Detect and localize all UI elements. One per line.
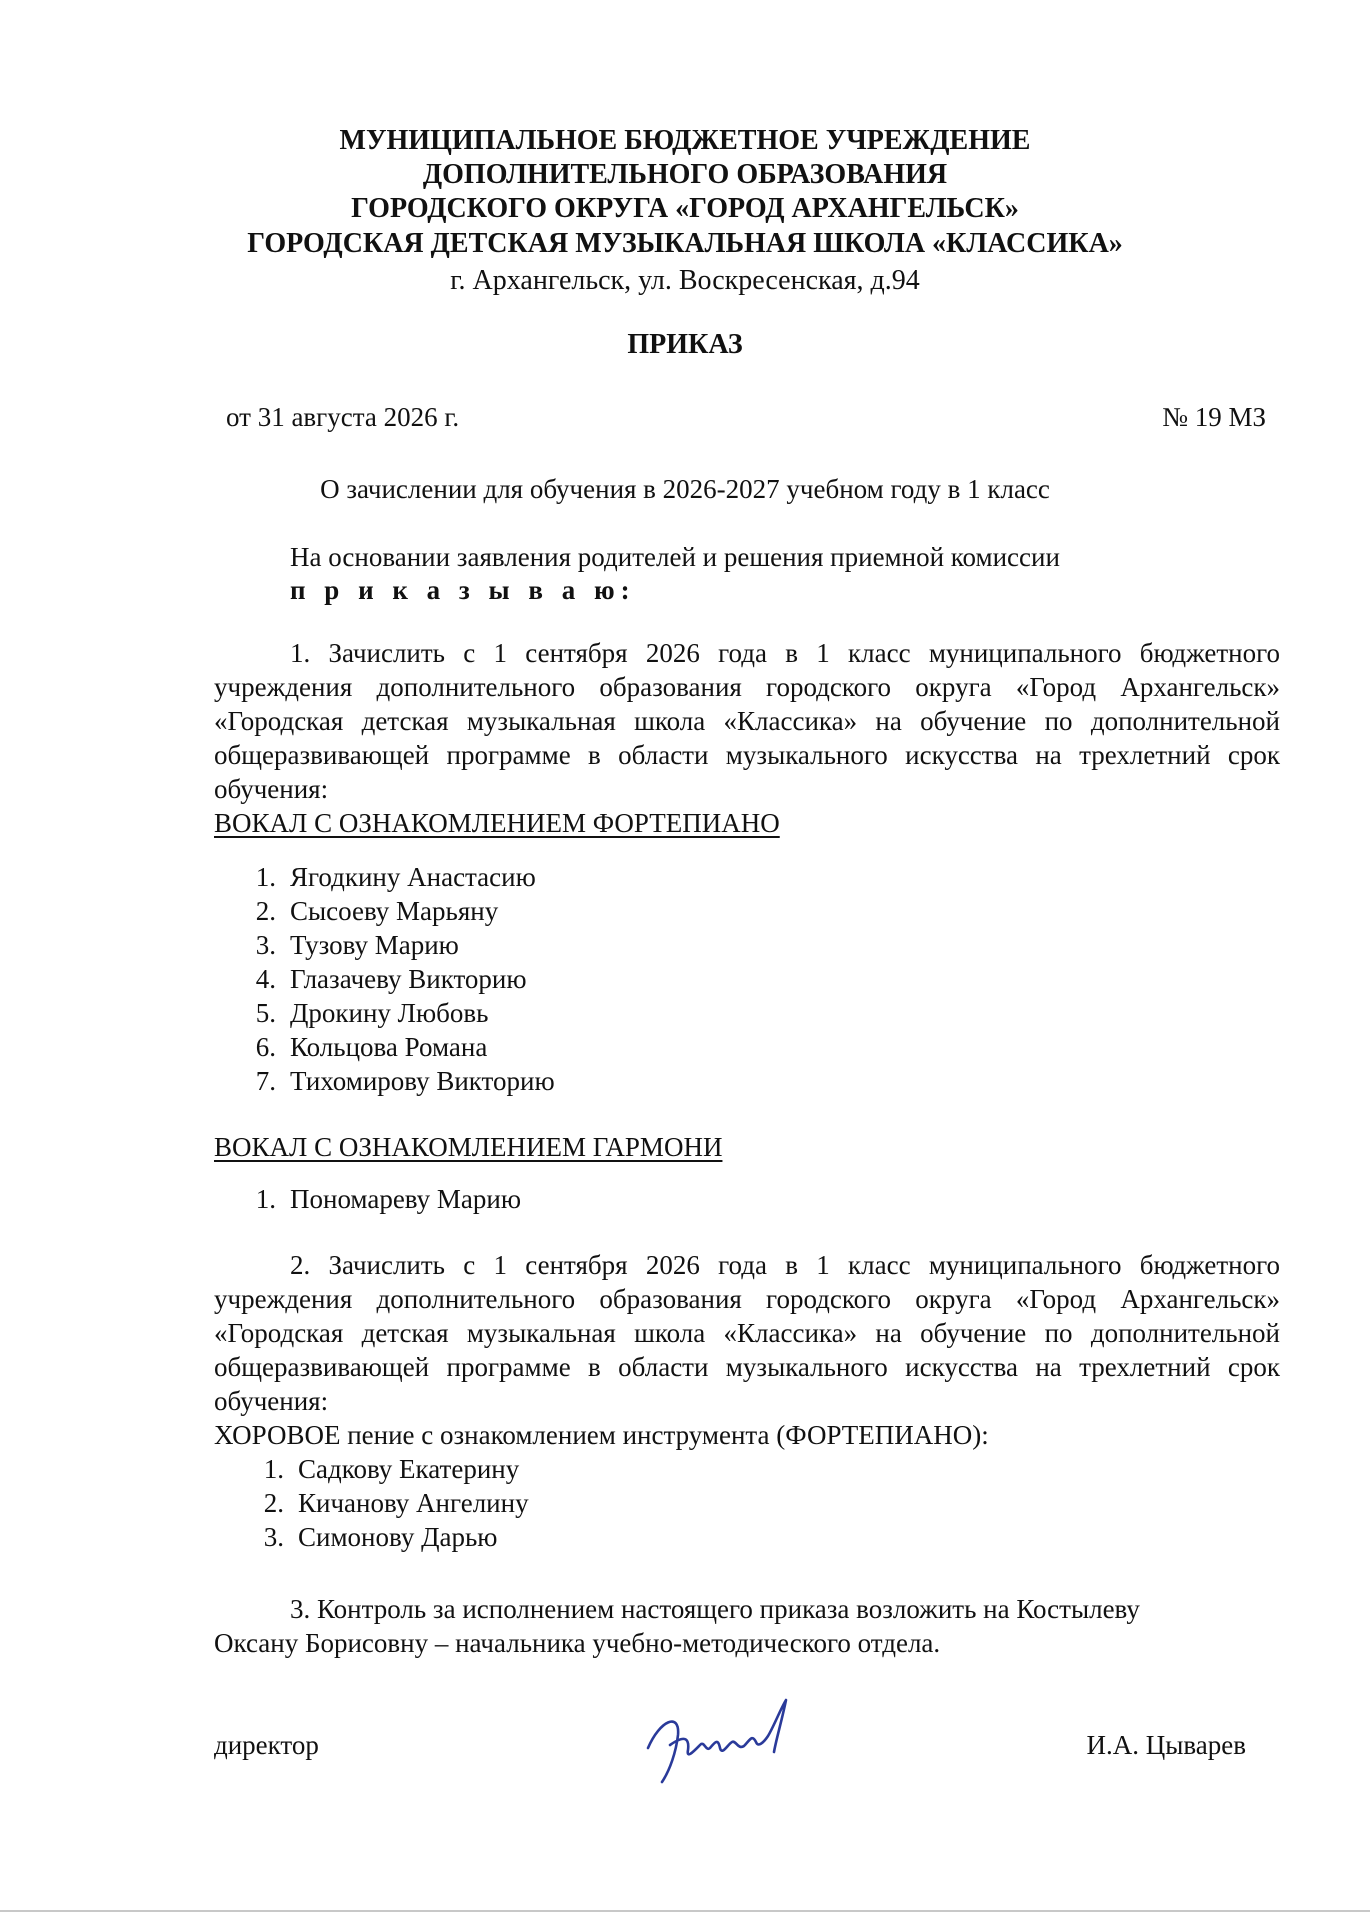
group1-list-item: 2. Сысоеву Марьяну [255, 896, 499, 926]
order-basis: На основании заявления родителей и решения приемной комиссии [290, 542, 1060, 572]
item2-line-5: обучения: [214, 1386, 329, 1416]
group1-list-item: 6. Кольцова Романа [255, 1032, 488, 1062]
group3-list-item: 3. Симонову Дарью [263, 1522, 498, 1552]
header-line-4: ГОРОДСКАЯ ДЕТСКАЯ МУЗЫКАЛЬНАЯ ШКОЛА «КЛАССИКА» [247, 228, 1123, 259]
order-word: п р и к а з ы в а ю: [290, 575, 636, 605]
item1-line-5: обучения: [214, 774, 329, 804]
signature-name: И.А. Цыварев [1086, 1730, 1246, 1760]
item2-line-1: 2. Зачислить с 1 сентября 2026 года в 1 класс муниципального бюджетного [290, 1250, 1280, 1280]
scan-edge-divider [0, 1910, 1370, 1912]
group3-title: ХОРОВОЕ пение с ознакомлением инструмента (ФОРТЕПИАНО): [214, 1420, 989, 1450]
order-date: от 31 августа 2026 г. [226, 402, 460, 432]
order-number: № 19 МЗ [1162, 402, 1266, 432]
group3-list-item: 2. Кичанову Ангелину [263, 1488, 529, 1518]
group2-title: ВОКАЛ С ОЗНАКОМЛЕНИЕМ ГАРМОНИ [214, 1132, 723, 1162]
header-address: г. Архангельск, ул. Воскресенская, д.94 [450, 265, 920, 296]
handwritten-signature [640, 1690, 810, 1790]
group1-list-item: 5. Дрокину Любовь [255, 998, 489, 1028]
group1-list-item: 1. Ягодкину Анастасию [255, 862, 536, 892]
group1-list-item: 3. Тузову Марию [255, 930, 459, 960]
header-line-2: ДОПОЛНИТЕЛЬНОГО ОБРАЗОВАНИЯ [422, 159, 948, 190]
group1-title: ВОКАЛ С ОЗНАКОМЛЕНИЕМ ФОРТЕПИАНО [214, 808, 780, 838]
item1-line-3: «Городская детская музыкальная школа «Классика» на обучение по дополнительной [214, 706, 1280, 736]
item3-line-1: 3. Контроль за исполнением настоящего приказа возложить на Костылеву [290, 1594, 1140, 1624]
header-line-1: МУНИЦИПАЛЬНОЕ БЮДЖЕТНОЕ УЧРЕЖДЕНИЕ [339, 125, 1031, 156]
document-type-title: ПРИКАЗ [627, 329, 743, 360]
item2-line-3: «Городская детская музыкальная школа «Классика» на обучение по дополнительной [214, 1318, 1280, 1348]
item1-line-4: общеразвивающей программе в области музыкального искусства на трехлетний срок [214, 740, 1280, 770]
group1-list-item: 7. Тихомирову Викторию [255, 1066, 555, 1096]
item3-line-2: Оксану Борисовну – начальника учебно-методического отдела. [214, 1628, 941, 1658]
group1-list-item: 4. Глазачеву Викторию [255, 964, 527, 994]
item2-line-2: учреждения дополнительного образования городского округа «Город Архангельск» [214, 1284, 1280, 1314]
signature-position: директор [214, 1730, 319, 1760]
item2-line-4: общеразвивающей программе в области музыкального искусства на трехлетний срок [214, 1352, 1280, 1382]
order-subject: О зачислении для обучения в 2026-2027 учебном году в 1 класс [320, 474, 1050, 504]
group2-list-item: 1. Пономареву Марию [255, 1184, 521, 1214]
item1-line-1: 1. Зачислить с 1 сентября 2026 года в 1 класс муниципального бюджетного [290, 638, 1280, 668]
header-line-3: ГОРОДСКОГО ОКРУГА «ГОРОД АРХАНГЕЛЬСК» [351, 193, 1019, 224]
group3-list-item: 1. Садкову Екатерину [263, 1454, 520, 1484]
item1-line-2: учреждения дополнительного образования городского округа «Город Архангельск» [214, 672, 1280, 702]
